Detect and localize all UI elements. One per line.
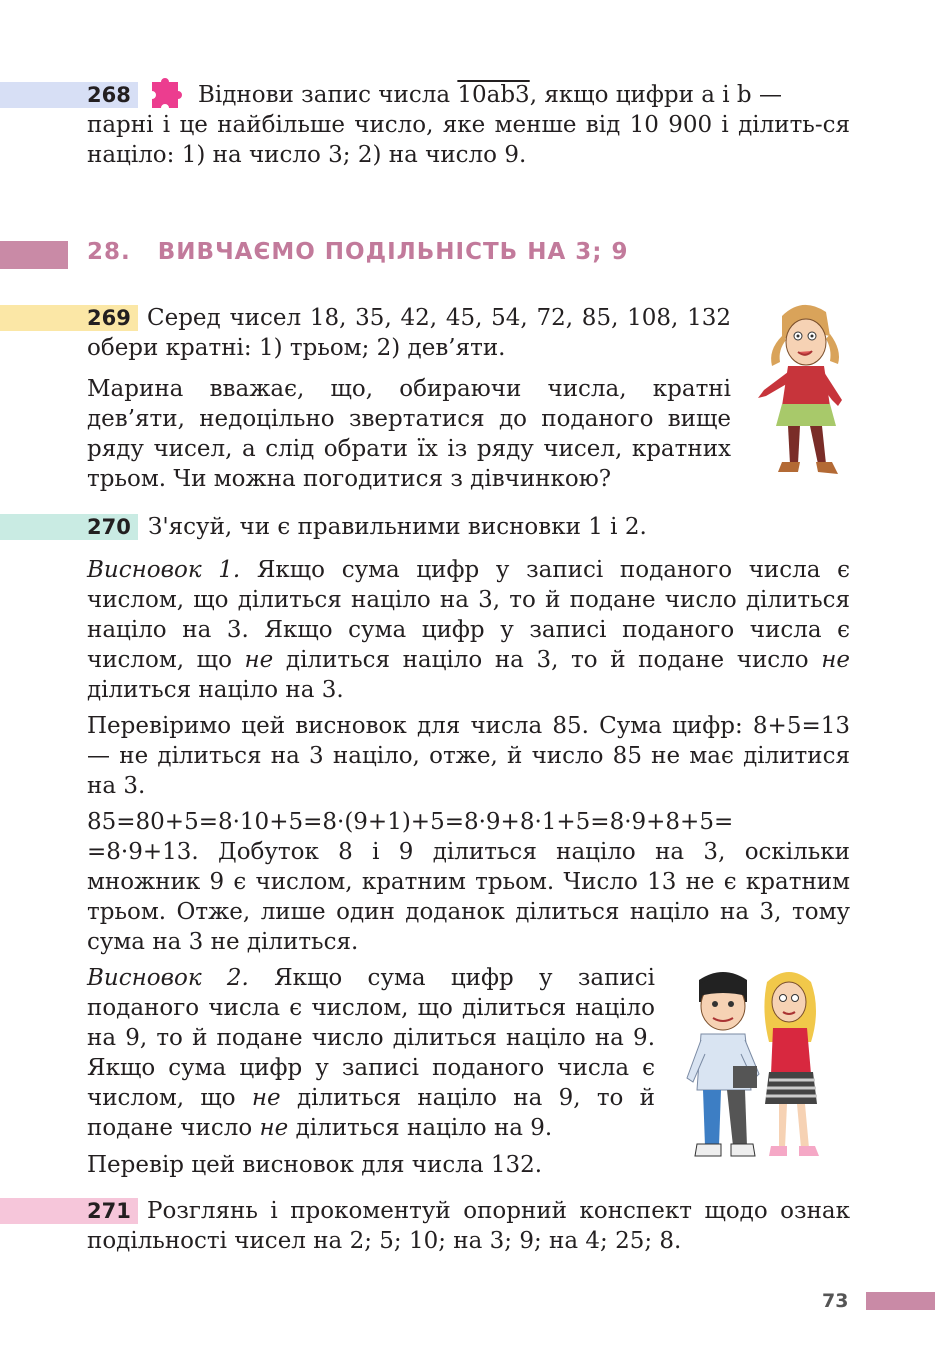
calculation-explanation: =8·9+13. Добуток 8 і 9 ділиться націло на 3, оскільки множник 9 є числом, кратним трьом. Число 13 не є кратним трьом. Отже, лише один доданок ділиться націло на 3, тому сума на 3 не ділиться. bbox=[87, 839, 850, 955]
page-number: 73 bbox=[822, 1290, 849, 1312]
ex271-text: Розглянь і прокоментуй опорний конспект щодо ознак подільності чисел на 2; 5; 10; на 3; 9; на 4; 25; 8. bbox=[87, 1198, 850, 1254]
ex271-number: 271 bbox=[83, 1198, 137, 1224]
calculation-line: 85=80+5=8·10+5=8·(9+1)+5=8·9+8·1+5=8·9+8+5= bbox=[87, 809, 734, 835]
check-85: Перевіримо цей висновок для числа 85. Сума цифр: 8+5=13 — не ділиться на 3 націло, отже, й число 85 не має ділитися на 3. bbox=[87, 713, 850, 799]
puzzle-icon bbox=[146, 76, 186, 112]
conclusion-1: Висновок 1. Якщо сума цифр у записі поданого числа є числом, що ділиться націло на 3, то й подане число ділиться націло на 3. Якщо сума цифр у записі поданого числа є числом, що не ділиться націло на 3, то й подане число не ділиться націло на 3. bbox=[87, 557, 851, 703]
conclusion-1-label: Висновок 1. bbox=[87, 557, 241, 583]
ex269-paragraph-2: Марина вважає, що, обираючи числа, кратні дев’яти, недоцільно звертатися до поданого вище ряду чисел, а слід обрати їх із ряду чисел, кратних трьом. Чи можна погодитися з дівчинкою? bbox=[87, 376, 731, 492]
conclusion-2-label: Висновок 2. bbox=[87, 965, 249, 991]
ex268-text: парні і це найбільше число, яке менше від 10 900 і ділить-ся націло: 1) на число 3; 2) на число 9. bbox=[87, 112, 850, 168]
ex268-number-pattern: 10ab3 bbox=[457, 82, 530, 108]
conclusion-2: Висновок 2. Якщо сума цифр у записі поданого числа є числом, що ділиться націло на 9, то й подане число ділиться націло на 9. Якщо сума цифр у записі поданого числа є числом, що не ділиться націло на 9, то й подане число не ділиться націло на 9. bbox=[87, 965, 655, 1141]
ex270-number: 270 bbox=[83, 514, 137, 540]
page-number-bar bbox=[866, 1292, 935, 1310]
ex270-text: З'ясуй, чи є правильними висновки 1 і 2. bbox=[148, 514, 647, 540]
section-title: 28. ВИВЧАЄМО ПОДІЛЬНІСТЬ НА 3; 9 bbox=[87, 239, 629, 265]
ex269-number: 269 bbox=[83, 305, 137, 331]
girl-illustration bbox=[752, 296, 864, 486]
ex268-line1: Віднови запис числа 10ab3, якщо цифри a і b — bbox=[198, 82, 782, 108]
kids-illustration bbox=[683, 962, 843, 1170]
ex268-number: 268 bbox=[83, 82, 137, 108]
section-accent-bar bbox=[0, 241, 68, 269]
ex269-text: Серед чисел 18, 35, 42, 45, 54, 72, 85, 108, 132 обери кратні: 1) трьом; 2) дев’яти. bbox=[87, 305, 731, 361]
check-132: Перевір цей висновок для числа 132. bbox=[87, 1152, 543, 1178]
